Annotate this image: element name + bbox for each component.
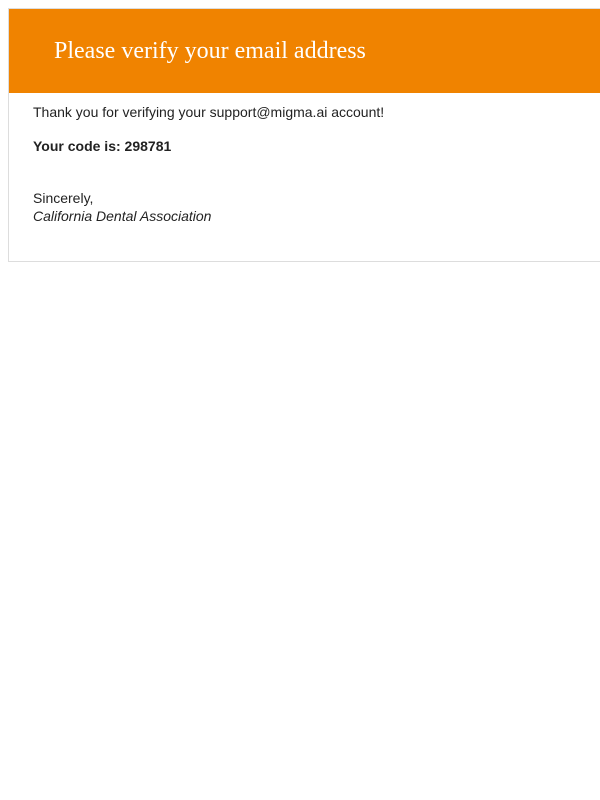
verification-code-line [33, 137, 576, 155]
email-header [9, 9, 600, 93]
verification-code: 298781 [124, 138, 172, 154]
intro-text: Thank you for verifying your support@migma.ai account! [33, 104, 385, 120]
email-card [8, 8, 600, 262]
code-label: Your code is: [33, 138, 121, 154]
signoff-text: Sincerely, [33, 190, 94, 206]
email-title: Please verify your email address [54, 37, 366, 64]
organization-name: California Dental Association [33, 208, 212, 224]
email-body [9, 93, 600, 225]
